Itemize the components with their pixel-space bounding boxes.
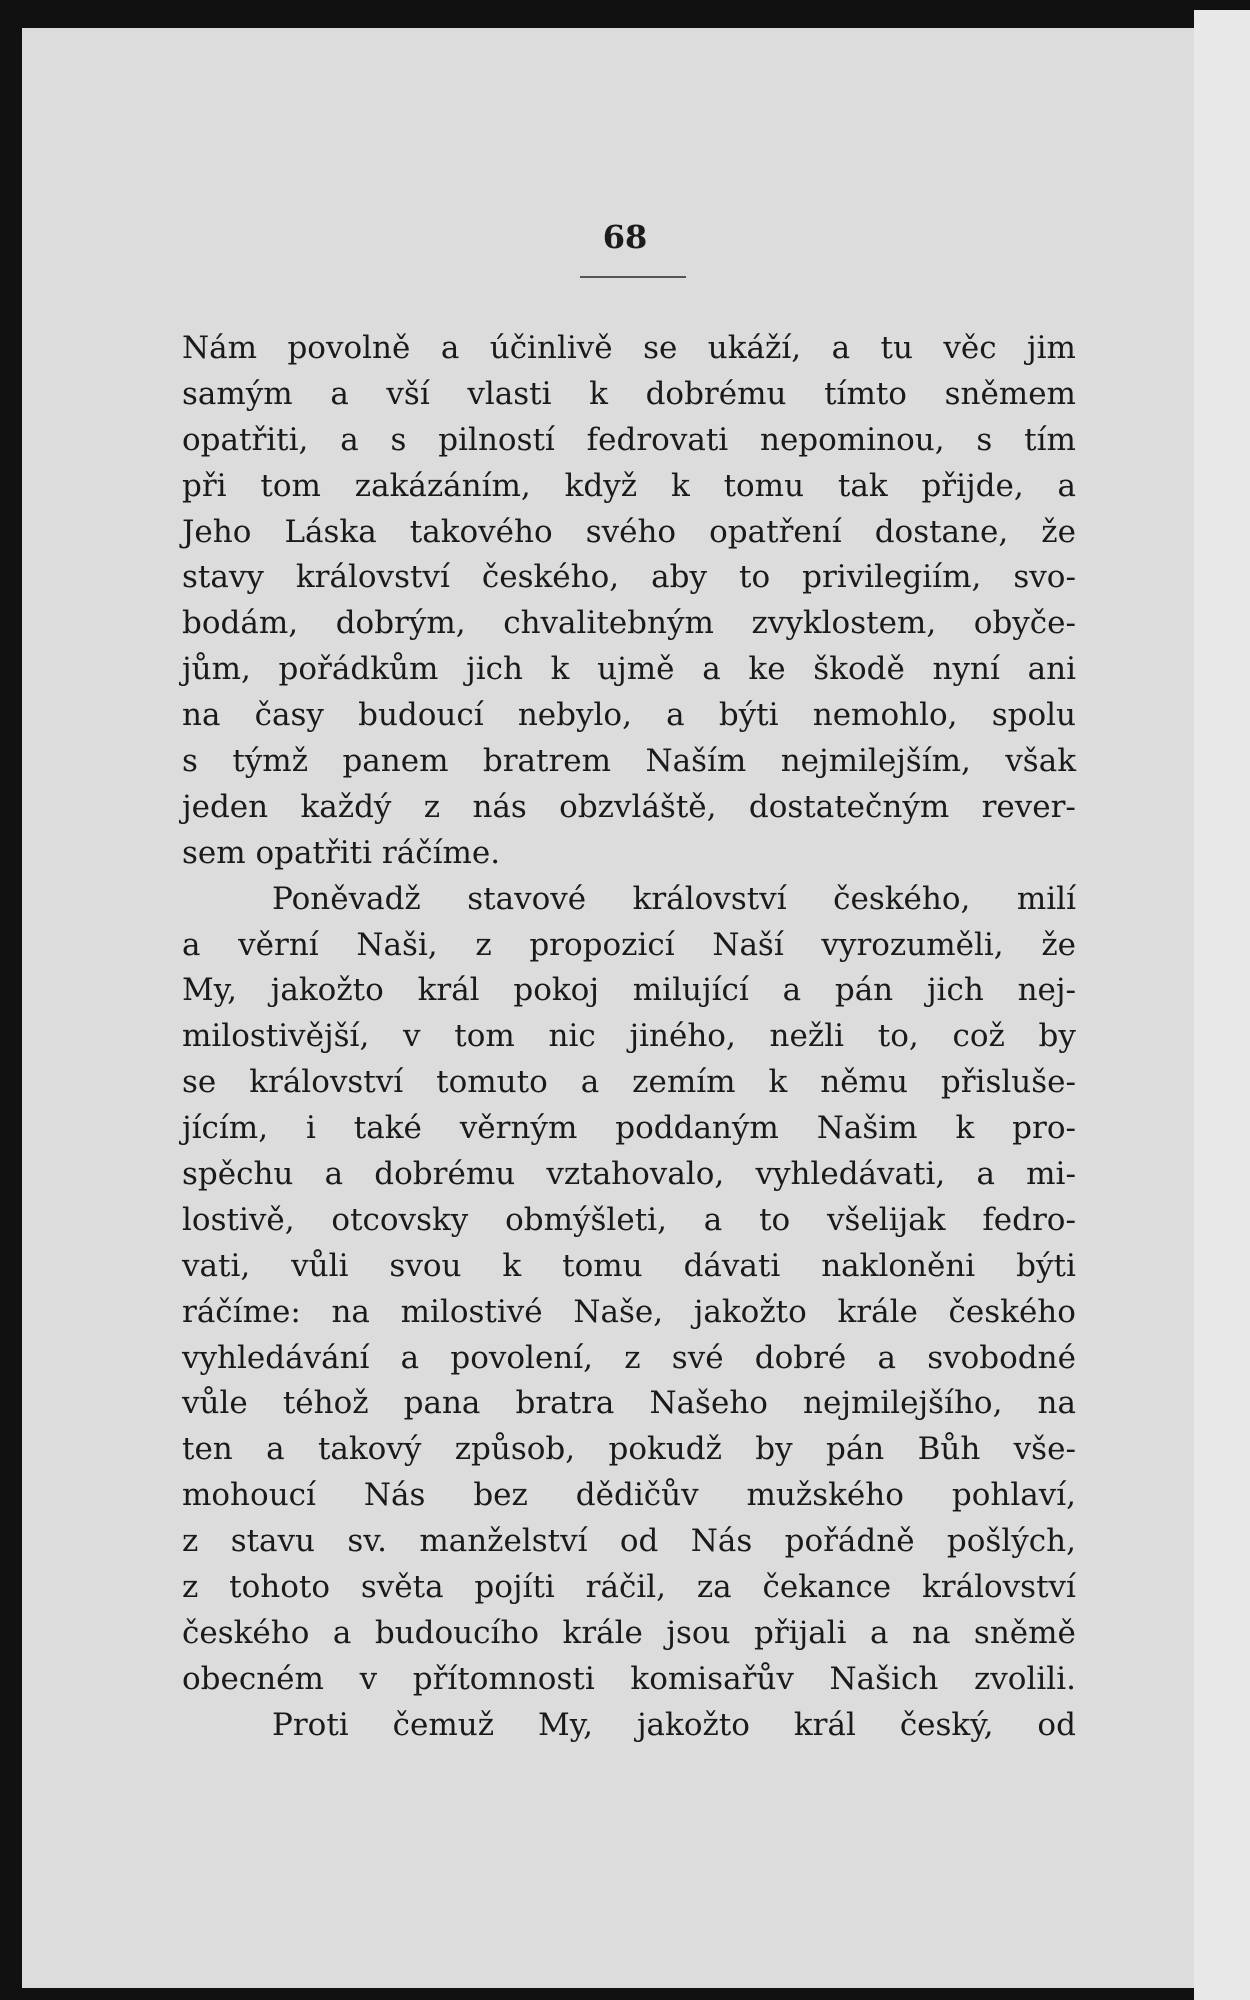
word: s xyxy=(976,421,993,458)
word: a xyxy=(1057,467,1076,504)
word: království xyxy=(632,880,787,917)
word: milostivé xyxy=(400,1293,543,1330)
text-line xyxy=(182,1198,1076,1244)
text-line xyxy=(182,1060,1076,1106)
word: povolení, xyxy=(450,1339,594,1376)
word: to xyxy=(739,559,771,596)
word: jakožto xyxy=(636,1706,750,1743)
word: dostatečným xyxy=(748,788,950,825)
word: k xyxy=(955,1110,975,1147)
text-line xyxy=(182,1657,1076,1703)
page-spine-edge xyxy=(1194,10,1250,2000)
word: takového xyxy=(409,513,553,550)
word: z xyxy=(475,926,492,963)
word: při xyxy=(182,467,227,504)
word: nakloněni xyxy=(821,1247,976,1284)
text-line xyxy=(182,1290,1076,1336)
word: zemím xyxy=(632,1064,736,1101)
text-line xyxy=(182,923,1076,969)
word: takový xyxy=(317,1431,422,1468)
text-line xyxy=(182,1565,1076,1611)
word: vyhledávání xyxy=(182,1339,370,1376)
word: tu xyxy=(880,330,913,366)
word: poddaným xyxy=(615,1110,779,1147)
word: že xyxy=(1041,513,1076,550)
word: spěchu xyxy=(182,1156,294,1193)
word: a xyxy=(666,697,685,734)
word: českého, xyxy=(481,559,620,596)
word: pořádně xyxy=(784,1523,915,1560)
word: panem xyxy=(342,743,449,780)
word: český, xyxy=(899,1706,994,1743)
word: svo- xyxy=(1013,559,1076,596)
text-line xyxy=(182,418,1076,464)
word: a xyxy=(266,1431,285,1468)
word: nic xyxy=(548,1018,596,1055)
word: časy xyxy=(254,697,324,734)
word: pošlých, xyxy=(946,1523,1076,1560)
word: ráčíme: xyxy=(182,1293,301,1330)
word: a xyxy=(831,330,851,366)
word: pro- xyxy=(1012,1110,1076,1147)
word: a xyxy=(340,421,359,458)
word: propozicí xyxy=(529,926,675,963)
word: od xyxy=(619,1523,659,1560)
word: dobrému xyxy=(374,1156,516,1193)
word: tak xyxy=(837,467,888,504)
word: věrní xyxy=(238,926,319,963)
word: v xyxy=(403,1018,421,1055)
word: tomu xyxy=(562,1247,643,1284)
word: otcovsky xyxy=(331,1201,469,1238)
word: krále xyxy=(837,1293,918,1330)
word: jiného, xyxy=(629,1018,736,1055)
word: přijde, xyxy=(921,467,1024,504)
word: to, xyxy=(877,1018,919,1055)
word: přisluše- xyxy=(940,1064,1076,1101)
text-line xyxy=(182,739,1076,785)
word: mohoucí xyxy=(182,1477,316,1514)
word: Jeho xyxy=(182,513,252,550)
word: dobrému xyxy=(645,375,787,412)
word: českého xyxy=(182,1614,310,1651)
word: chvalitebným xyxy=(503,605,714,642)
word: král xyxy=(793,1706,856,1743)
word: k xyxy=(502,1247,522,1284)
word: jich xyxy=(466,651,523,688)
word: účinlivě xyxy=(489,330,613,366)
word: to xyxy=(759,1201,791,1238)
word: Naším xyxy=(645,743,747,780)
text-line xyxy=(182,1244,1076,1290)
text-line xyxy=(182,1519,1076,1565)
word: a xyxy=(877,1339,896,1376)
word: tohoto xyxy=(229,1569,331,1606)
word: pán xyxy=(834,972,894,1009)
word: ujmě xyxy=(597,651,675,688)
text-line xyxy=(182,1473,1076,1519)
word: ani xyxy=(1027,651,1076,688)
word: nejmilejším, xyxy=(780,743,971,780)
word: způsob, xyxy=(454,1431,576,1468)
word: bez xyxy=(473,1477,528,1514)
text-line xyxy=(182,785,1076,831)
word: se xyxy=(182,1064,217,1101)
word: také xyxy=(353,1110,422,1147)
word: pohlaví, xyxy=(951,1477,1076,1514)
word: škodě xyxy=(813,651,905,688)
text-line xyxy=(182,968,1076,1014)
word: na xyxy=(1037,1385,1076,1422)
word: dobré xyxy=(754,1339,847,1376)
word: stavy xyxy=(182,559,264,596)
word: nej- xyxy=(1017,972,1076,1009)
text-line xyxy=(182,1427,1076,1473)
word: a xyxy=(703,1201,723,1238)
word: s xyxy=(182,743,198,780)
text-line xyxy=(182,831,1076,877)
word: nežli xyxy=(769,1018,845,1055)
word: bratra xyxy=(515,1385,615,1422)
word: rever- xyxy=(981,788,1076,825)
word: každý xyxy=(300,788,392,825)
text-line xyxy=(182,464,1076,510)
word: dostane, xyxy=(874,513,1009,550)
word: své xyxy=(671,1339,724,1376)
word: a xyxy=(976,1156,995,1193)
word: stavu xyxy=(230,1523,316,1560)
word: a xyxy=(324,1156,344,1193)
word: a xyxy=(332,1614,352,1651)
word: sněmě xyxy=(973,1614,1076,1651)
word: svého xyxy=(585,513,677,550)
word: manželství xyxy=(419,1523,588,1560)
word: Nám xyxy=(182,330,258,366)
word: na xyxy=(911,1614,951,1651)
word: vší xyxy=(386,375,430,412)
word: komisařův xyxy=(630,1660,794,1697)
word: bratrem xyxy=(482,743,612,780)
text-line xyxy=(182,1381,1076,1427)
word: opatření xyxy=(709,513,842,550)
word: My, xyxy=(182,972,237,1009)
word: spolu xyxy=(991,697,1076,734)
word: Láska xyxy=(284,513,377,550)
word: býti xyxy=(1016,1247,1076,1284)
word: lostivě, xyxy=(182,1201,295,1238)
word: pana xyxy=(403,1385,481,1422)
word: povolně xyxy=(287,330,411,366)
word: i xyxy=(305,1110,316,1147)
word: a xyxy=(400,1339,420,1376)
text-line xyxy=(182,1152,1076,1198)
word: jakožto xyxy=(270,972,384,1009)
word: světa xyxy=(360,1569,444,1606)
word: na xyxy=(182,697,221,734)
line-text: sem opatřiti ráčíme. xyxy=(182,834,501,871)
word: jícím, xyxy=(182,1110,269,1147)
word: v xyxy=(359,1660,378,1697)
word: jsou xyxy=(666,1614,731,1651)
word: Naši, xyxy=(356,926,438,963)
word: vůli xyxy=(291,1247,349,1284)
word: nemohlo, xyxy=(812,697,958,734)
word: svobodné xyxy=(927,1339,1076,1376)
text-line xyxy=(182,1703,1076,1749)
word: nebylo, xyxy=(517,697,632,734)
word: k xyxy=(768,1064,788,1101)
word: z xyxy=(624,1339,641,1376)
word: privilegiím, xyxy=(802,559,982,596)
word: tomu xyxy=(723,467,805,504)
word: němu xyxy=(820,1064,908,1101)
word: sněmem xyxy=(944,375,1076,412)
word: vlasti xyxy=(467,375,552,412)
word: čemuž xyxy=(392,1706,495,1743)
word: My, xyxy=(538,1706,593,1743)
text-line xyxy=(182,647,1076,693)
word: k xyxy=(589,375,608,412)
word: jich xyxy=(926,972,984,1009)
word: nejmilejšího, xyxy=(803,1385,1003,1422)
word: a xyxy=(440,330,460,366)
word: vyrozuměli, xyxy=(821,926,1004,963)
word: a xyxy=(870,1614,889,1651)
word: z xyxy=(182,1523,199,1560)
word: a xyxy=(702,651,721,688)
word: že xyxy=(1041,926,1076,963)
word: zvyklostem, xyxy=(751,605,937,642)
word: dědičův xyxy=(575,1477,699,1514)
word: jakožto xyxy=(693,1293,807,1330)
word: přijali xyxy=(754,1614,847,1651)
word: vůle xyxy=(182,1385,248,1422)
body-text xyxy=(182,326,1076,1749)
word: tom xyxy=(260,467,321,504)
word: obecném xyxy=(182,1660,324,1697)
word: k xyxy=(670,467,690,504)
word: Našim xyxy=(816,1110,918,1147)
word: stavové xyxy=(467,880,587,917)
word: království xyxy=(921,1569,1076,1606)
word: nás xyxy=(472,788,527,825)
word: tom xyxy=(454,1018,515,1055)
word: aby xyxy=(651,559,707,596)
word: pokoj xyxy=(513,972,599,1009)
word: býti xyxy=(718,697,779,734)
word: pokudž xyxy=(608,1431,722,1468)
word: Nás xyxy=(363,1477,426,1514)
word: však xyxy=(1005,743,1076,780)
word: jeden xyxy=(182,788,269,825)
word: Naše, xyxy=(573,1293,664,1330)
word: pojíti xyxy=(474,1569,555,1606)
word: Našich xyxy=(829,1660,939,1697)
word: téhož xyxy=(282,1385,369,1422)
word: fedro- xyxy=(982,1201,1076,1238)
word: dávati xyxy=(683,1247,781,1284)
word: nepominou, xyxy=(760,421,945,458)
word: budoucí xyxy=(358,697,484,734)
text-line xyxy=(182,1014,1076,1060)
word: českého xyxy=(948,1293,1076,1330)
word: zakázáním, xyxy=(354,467,531,504)
word: by xyxy=(755,1431,793,1468)
word: ten xyxy=(182,1431,233,1468)
word: týmž xyxy=(232,743,309,780)
word: pořádkům xyxy=(278,651,439,688)
word: čekance xyxy=(762,1569,892,1606)
text-line xyxy=(182,372,1076,418)
word: Naší xyxy=(712,926,784,963)
word: věrným xyxy=(459,1110,578,1147)
text-line xyxy=(182,1611,1076,1657)
word: budoucího xyxy=(374,1614,540,1651)
word: království xyxy=(249,1064,404,1101)
word: ukáží, xyxy=(707,330,802,366)
word: se xyxy=(643,330,678,366)
word: vztahovalo, xyxy=(546,1156,725,1193)
word: když xyxy=(564,467,638,504)
page-number: 68 xyxy=(602,218,648,256)
word: fedrovati xyxy=(586,421,729,458)
word: Našeho xyxy=(649,1385,768,1422)
word: pán xyxy=(825,1431,885,1468)
text-line xyxy=(182,1336,1076,1382)
word: jům, xyxy=(182,651,251,688)
text-line xyxy=(182,693,1076,739)
word: sv. xyxy=(347,1523,387,1560)
word: ke xyxy=(748,651,786,688)
word: zvolili. xyxy=(973,1660,1076,1697)
word: mi- xyxy=(1026,1156,1076,1193)
word: mužského xyxy=(746,1477,904,1514)
text-line xyxy=(182,326,1076,372)
word: a xyxy=(782,972,802,1009)
word: svou xyxy=(389,1247,462,1284)
word: všelijak xyxy=(827,1201,946,1238)
word: milující xyxy=(632,972,749,1009)
word: jim xyxy=(1027,330,1076,366)
word: Poněvadž xyxy=(272,880,421,917)
word: a xyxy=(182,926,201,963)
word: k xyxy=(550,651,570,688)
word: dobrým, xyxy=(335,605,466,642)
word: Nás xyxy=(690,1523,753,1560)
word: s xyxy=(390,421,407,458)
word: nyní xyxy=(932,651,1000,688)
word: což xyxy=(952,1018,1005,1055)
text-line xyxy=(182,555,1076,601)
word: by xyxy=(1038,1018,1076,1055)
text-line xyxy=(182,510,1076,556)
word: pilností xyxy=(438,421,555,458)
word: na xyxy=(331,1293,370,1330)
word: tomuto xyxy=(436,1064,548,1101)
word: Proti xyxy=(272,1706,349,1743)
word: bodám, xyxy=(182,605,299,642)
word: z xyxy=(423,788,441,825)
word: tímto xyxy=(824,375,907,412)
word: přítomnosti xyxy=(412,1660,595,1697)
word: milí xyxy=(1016,880,1076,917)
word: král xyxy=(417,972,480,1009)
word: z xyxy=(182,1569,199,1606)
word: a xyxy=(330,375,349,412)
word: milostivější, xyxy=(182,1018,370,1055)
text-line xyxy=(182,601,1076,647)
word: ráčil, xyxy=(585,1569,667,1606)
word: krále xyxy=(562,1614,643,1651)
word: vyhledávati, xyxy=(755,1156,946,1193)
word: obyče- xyxy=(973,605,1076,642)
word: věc xyxy=(943,330,997,366)
word: vše- xyxy=(1013,1431,1076,1468)
text-line xyxy=(182,1106,1076,1152)
word: obmýšleti, xyxy=(505,1201,667,1238)
word: obzvláště, xyxy=(559,788,717,825)
word: od xyxy=(1037,1706,1076,1743)
page-number-rule xyxy=(580,276,686,278)
word: samým xyxy=(182,375,293,412)
word: opatřiti, xyxy=(182,421,309,458)
word: království xyxy=(295,559,450,596)
word: vati, xyxy=(182,1247,251,1284)
word: Bůh xyxy=(917,1431,981,1468)
word: za xyxy=(696,1569,732,1606)
word: českého, xyxy=(833,880,971,917)
word: tím xyxy=(1024,421,1076,458)
word: a xyxy=(580,1064,600,1101)
text-line xyxy=(182,877,1076,923)
